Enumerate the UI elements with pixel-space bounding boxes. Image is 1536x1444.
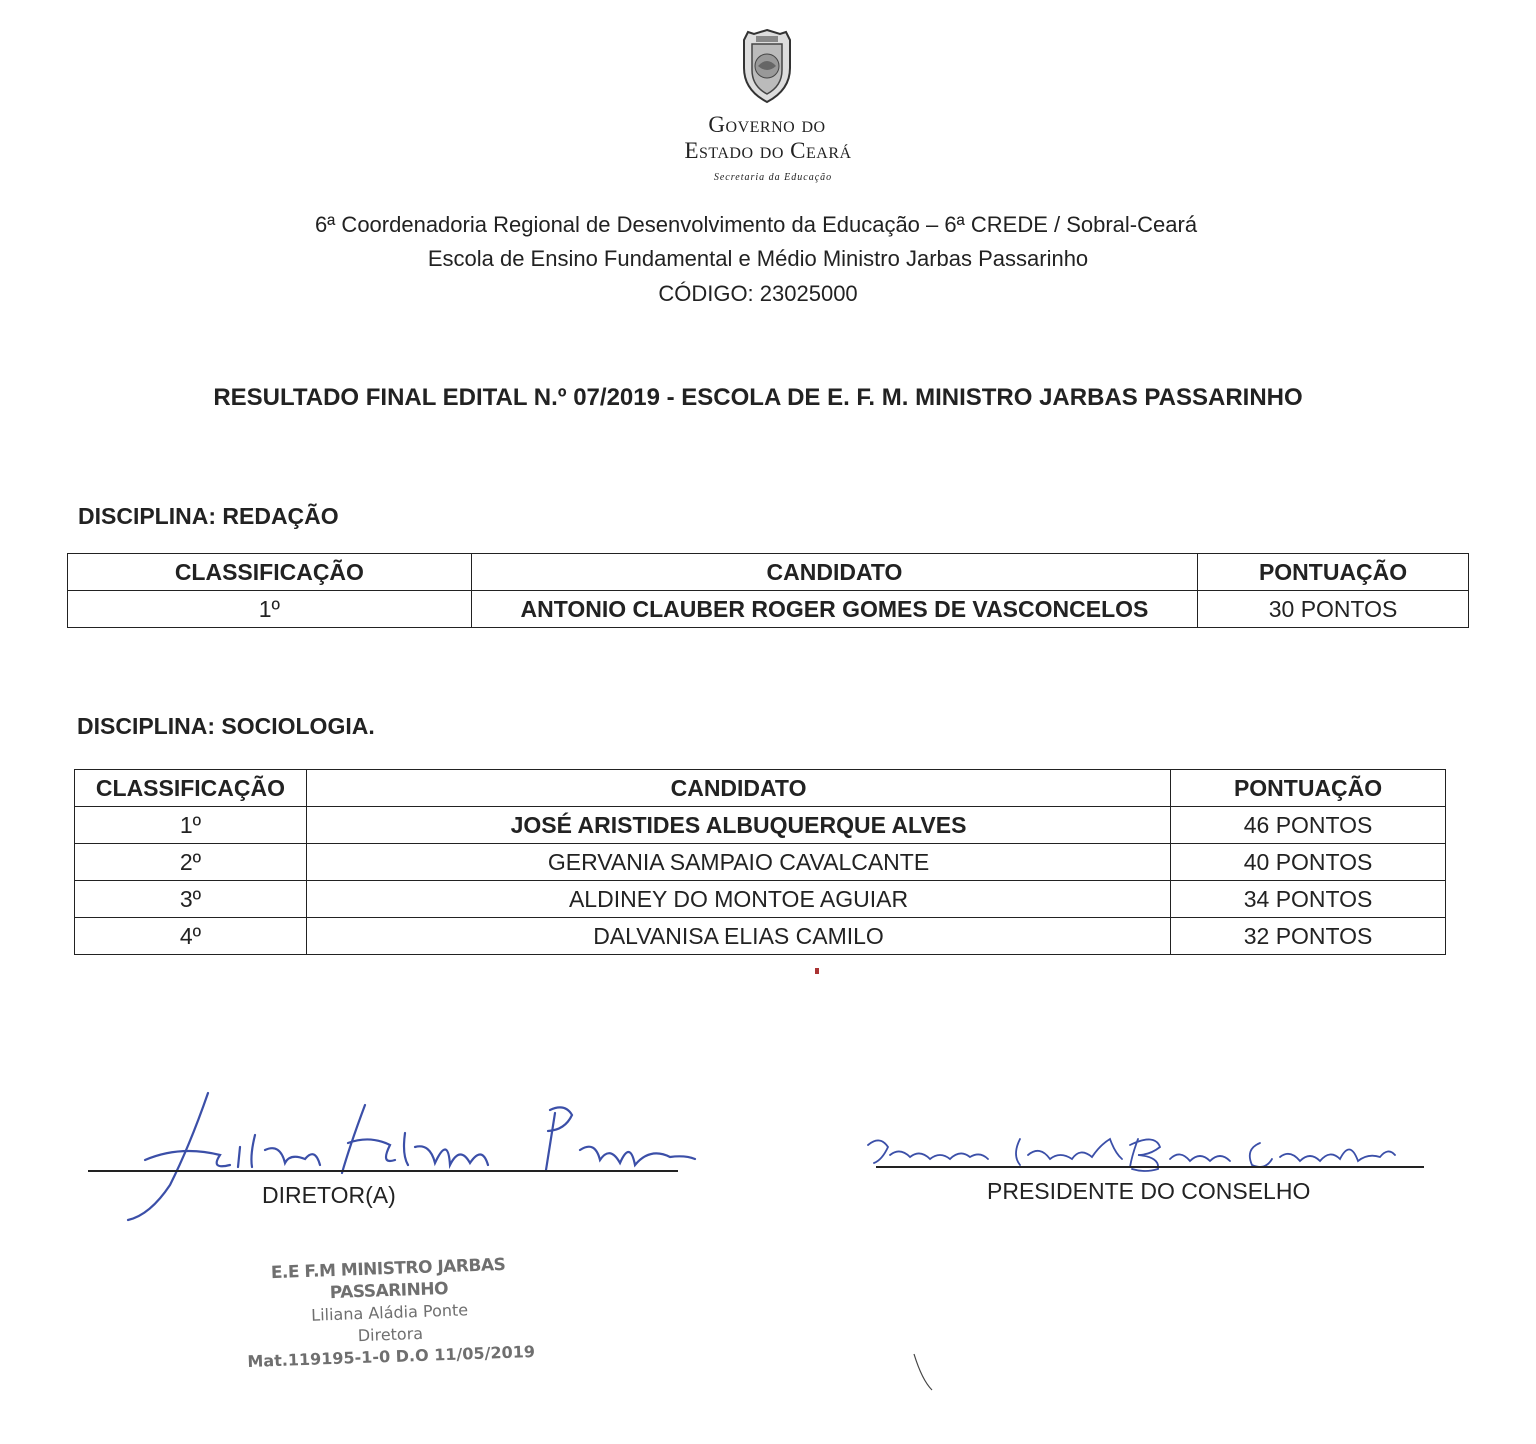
table-header-row [68, 554, 1469, 591]
rank-cell: 3º [75, 881, 307, 918]
table-row [75, 881, 1446, 918]
government-name-line1: Governo do [708, 112, 826, 137]
header-line-code: CÓDIGO: 23025000 [658, 281, 858, 306]
section-heading-sociologia: DISCIPLINA: SOCIOLOGIA. [77, 713, 375, 739]
candidate-cell: ANTONIO CLAUBER ROGER GOMES DE VASCONCELOS [471, 591, 1197, 628]
header-line-school: Escola de Ensino Fundamental e Médio Ministro Jarbas Passarinho [427, 246, 1089, 271]
table-row [75, 844, 1446, 881]
director-handwritten-signature [110, 1085, 700, 1225]
table-row [75, 807, 1446, 844]
column-header-score: PONTUAÇÃO [1171, 770, 1446, 807]
council-president-label: PRESIDENTE DO CONSELHO [987, 1178, 1311, 1204]
document-title: RESULTADO FINAL EDITAL N.º 07/2019 - ESCOLA DE E. F. M. MINISTRO JARBAS PASSARINHO [213, 384, 1303, 411]
director-signature-line [88, 1170, 678, 1172]
director-label: DIRETOR(A) [262, 1182, 396, 1208]
government-name-line2: Estado do Ceará [684, 138, 852, 163]
table-row [68, 591, 1469, 628]
ceara-coat-of-arms-icon [736, 28, 798, 104]
table-row [75, 918, 1446, 955]
stamp-director-name: Liliana Aládia Ponte [310, 1300, 469, 1325]
score-cell: 40 PONTOS [1171, 844, 1446, 881]
stamp-role: Diretora [357, 1323, 424, 1346]
pen-stroke-mark [910, 1350, 940, 1395]
rank-cell: 1º [75, 807, 307, 844]
results-table-redacao [67, 553, 1469, 628]
section-heading-redacao: DISCIPLINA: REDAÇÃO [78, 503, 339, 529]
column-header-classification: CLASSIFICAÇÃO [75, 770, 307, 807]
secretariat-name: Secretaria da Educação [713, 172, 833, 183]
council-president-signature-line [876, 1166, 1424, 1168]
rank-cell: 1º [68, 591, 472, 628]
candidate-cell: GERVANIA SAMPAIO CAVALCANTE [306, 844, 1170, 881]
score-cell: 46 PONTOS [1171, 807, 1446, 844]
header-line-crede: 6ª Coordenadoria Regional de Desenvolvimento da Educação – 6ª CREDE / Sobral-Ceará [314, 212, 1198, 237]
results-table-sociologia [74, 769, 1446, 955]
stamp-school-name: E.E F.M MINISTRO JARBAS PASSARINHO [270, 1254, 506, 1304]
score-cell: 34 PONTOS [1171, 881, 1446, 918]
council-president-handwritten-signature [860, 1125, 1400, 1180]
ink-speck [815, 968, 819, 974]
candidate-cell: JOSÉ ARISTIDES ALBUQUERQUE ALVES [306, 807, 1170, 844]
column-header-classification: CLASSIFICAÇÃO [68, 554, 472, 591]
rank-cell: 2º [75, 844, 307, 881]
school-director-stamp [238, 1253, 542, 1393]
table-header-row [75, 770, 1446, 807]
candidate-cell: ALDINEY DO MONTOE AGUIAR [306, 881, 1170, 918]
column-header-candidate: CANDIDATO [306, 770, 1170, 807]
stamp-registration: Mat.119195-1-0 D.O 11/05/2019 [247, 1341, 536, 1371]
column-header-candidate: CANDIDATO [471, 554, 1197, 591]
column-header-score: PONTUAÇÃO [1198, 554, 1469, 591]
score-cell: 30 PONTOS [1198, 591, 1469, 628]
score-cell: 32 PONTOS [1171, 918, 1446, 955]
candidate-cell: DALVANISA ELIAS CAMILO [306, 918, 1170, 955]
rank-cell: 4º [75, 918, 307, 955]
